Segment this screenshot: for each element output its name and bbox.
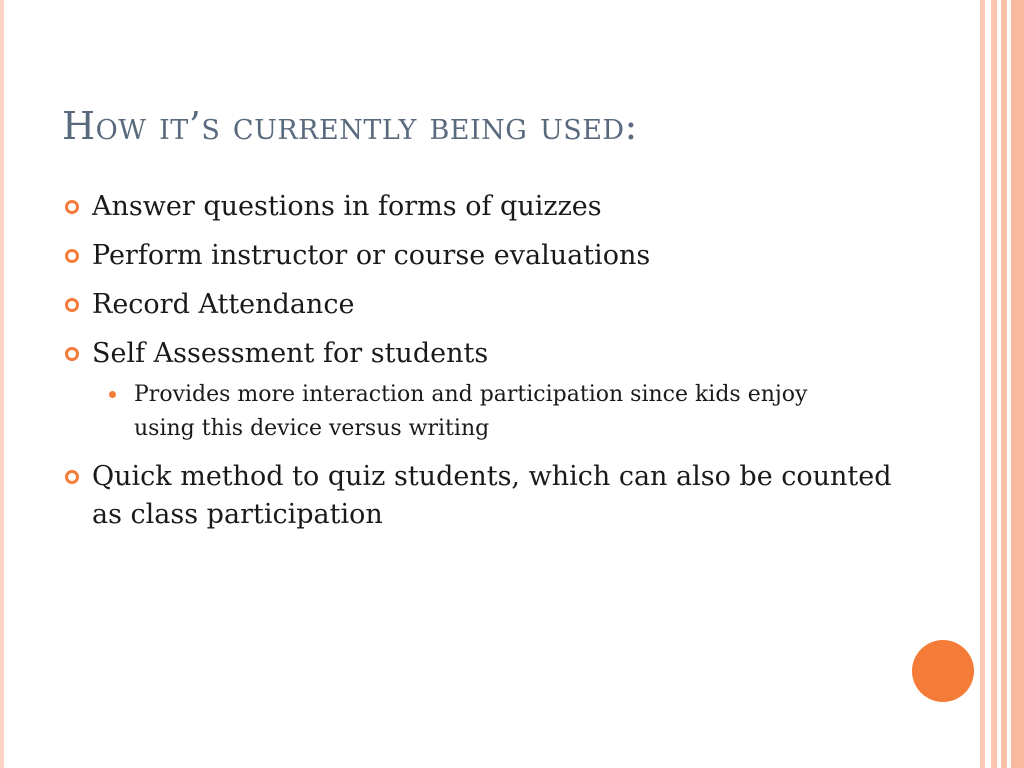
sub-bullet-text: Provides more interaction and participation since kids enjoy using this device versus writing	[134, 382, 808, 441]
sub-bullet-item	[62, 378, 902, 446]
slide-title: How it’s currently being used:	[62, 104, 638, 148]
bullet-item	[62, 286, 902, 324]
right-stripe-decoration	[980, 0, 1024, 768]
bullet-text: Record Attendance	[92, 289, 355, 320]
ring-bullet-icon	[65, 470, 79, 484]
bullet-text: Quick method to quiz students, which can also be counted as class participation	[92, 461, 892, 530]
ring-bullet-icon	[65, 298, 79, 312]
dot-bullet-icon	[109, 391, 116, 398]
bullet-text: Answer questions in forms of quizzes	[92, 191, 602, 222]
ring-bullet-icon	[65, 347, 79, 361]
bullet-item	[62, 458, 902, 534]
bullet-item	[62, 335, 902, 373]
bullet-text: Self Assessment for students	[92, 338, 489, 369]
bullet-list	[62, 188, 902, 545]
ring-bullet-icon	[65, 249, 79, 263]
bullet-text: Perform instructor or course evaluations	[92, 240, 651, 271]
left-border-decoration	[0, 0, 4, 768]
bullet-item	[62, 188, 902, 226]
bullet-item	[62, 237, 902, 275]
orange-circle-decoration	[912, 640, 974, 702]
ring-bullet-icon	[65, 200, 79, 214]
